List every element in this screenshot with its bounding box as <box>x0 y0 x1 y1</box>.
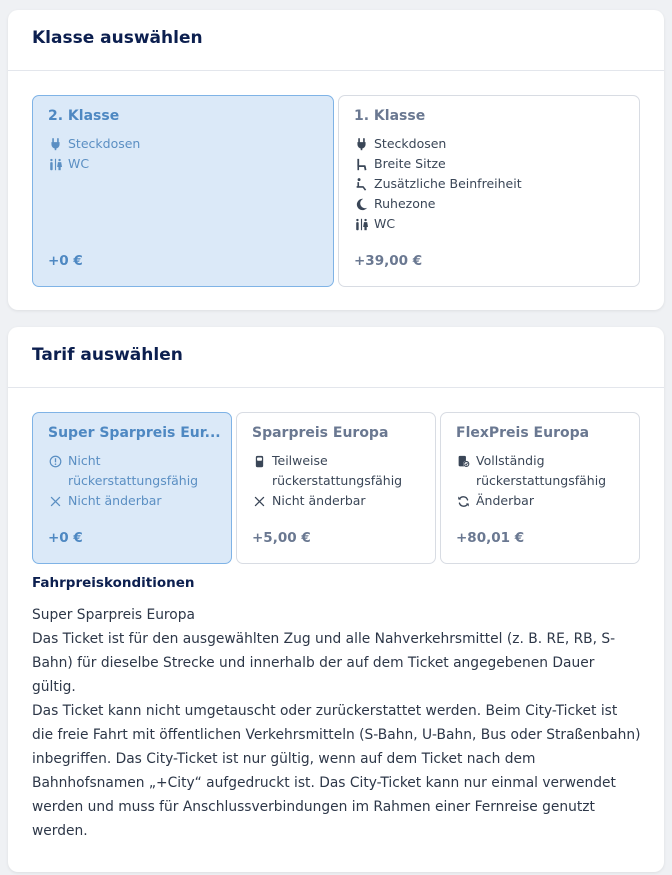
feature-label: Breite Sitze <box>374 156 446 171</box>
fare-selection-card <box>8 327 664 872</box>
option-price: +0 € <box>48 253 83 269</box>
feature-label: Vollständig rückerstattungsfähig <box>476 453 607 488</box>
fare-option-super-sparpreis[interactable] <box>32 412 232 564</box>
feature-item <box>48 491 223 511</box>
option-price: +80,01 € <box>456 530 525 546</box>
feature-item <box>354 134 631 154</box>
fare-conditions-text <box>32 603 642 843</box>
conditions-paragraph: Das Ticket kann nicht umgetauscht oder zurückerstattet werden. Beim City-Ticket ist die freie Fahrt mit öffentlichen Verkehrsmitteln (S-Bahn, U-Bahn, Bus oder Straßenbahn) inbegriffen. Das City-Ticket ist nur gültig, wenn auf dem Ticket nach dem Bahnhofsnamen „+City“ aufgedruckt ist. Das City-Ticket kann nur einmal verwendet werden und muss für Anschlussverbindungen im Rahmen einer Fernreise genutzt werden. <box>32 703 641 839</box>
class-selection-card <box>8 10 664 310</box>
feature-item <box>252 451 427 491</box>
fare-option-sparpreis[interactable] <box>236 412 436 564</box>
feature-label: Teilweise rückerstattungsfähig <box>272 453 403 488</box>
plug-icon <box>354 134 368 154</box>
conditions-paragraph: Super Sparpreis Europa <box>32 607 195 623</box>
feature-label: Nicht änderbar <box>68 493 162 508</box>
class-option-1[interactable] <box>338 95 640 287</box>
feature-label: Steckdosen <box>68 136 141 151</box>
partial-refund-icon <box>252 451 266 471</box>
feature-item <box>48 154 325 174</box>
class-option-2[interactable] <box>32 95 334 287</box>
option-name: Super Sparpreis Eur... <box>48 425 221 441</box>
moon-icon <box>354 194 368 214</box>
wc-icon <box>48 154 62 174</box>
feature-item <box>48 134 325 154</box>
feature-label: Zusätzliche Beinfreiheit <box>374 176 522 191</box>
divider <box>8 70 664 71</box>
option-price: +39,00 € <box>354 253 423 269</box>
feature-item <box>354 214 631 234</box>
seat-icon <box>354 154 368 174</box>
feature-item <box>354 154 631 174</box>
info-circle-icon <box>48 451 62 471</box>
plug-icon <box>48 134 62 154</box>
feature-label: WC <box>374 216 396 231</box>
refresh-icon <box>456 491 470 511</box>
fare-conditions-title: Fahrpreiskonditionen <box>32 575 195 591</box>
feature-item <box>456 451 631 491</box>
feature-item <box>48 451 223 491</box>
feature-label: Ruhezone <box>374 196 436 211</box>
option-price: +5,00 € <box>252 530 311 546</box>
full-refund-icon <box>456 451 470 471</box>
cross-icon <box>252 491 266 511</box>
divider <box>8 387 664 388</box>
fare-section-title: Tarif auswählen <box>32 345 183 365</box>
option-name: Sparpreis Europa <box>252 425 389 441</box>
feature-item <box>456 491 631 511</box>
wc-icon <box>354 214 368 234</box>
feature-item <box>252 491 427 511</box>
conditions-paragraph: Das Ticket ist für den ausgewählten Zug und alle Nahverkehrsmittel (z. B. RE, RB, S-Bahn) für dieselbe Strecke und innerhalb der auf dem Ticket angegebenen Dauer gültig. <box>32 631 616 695</box>
class-section-title: Klasse auswählen <box>32 28 203 48</box>
option-name: 2. Klasse <box>48 108 120 124</box>
feature-label: Nicht rückerstattungsfähig <box>68 453 199 488</box>
option-price: +0 € <box>48 530 83 546</box>
legroom-icon <box>354 174 368 194</box>
feature-label: Nicht änderbar <box>272 493 366 508</box>
feature-item <box>354 194 631 214</box>
feature-item <box>354 174 631 194</box>
feature-label: WC <box>68 156 90 171</box>
feature-label: Steckdosen <box>374 136 447 151</box>
cross-icon <box>48 491 62 511</box>
feature-label: Änderbar <box>476 493 534 508</box>
option-name: FlexPreis Europa <box>456 425 590 441</box>
fare-option-flexpreis[interactable] <box>440 412 640 564</box>
option-name: 1. Klasse <box>354 108 426 124</box>
